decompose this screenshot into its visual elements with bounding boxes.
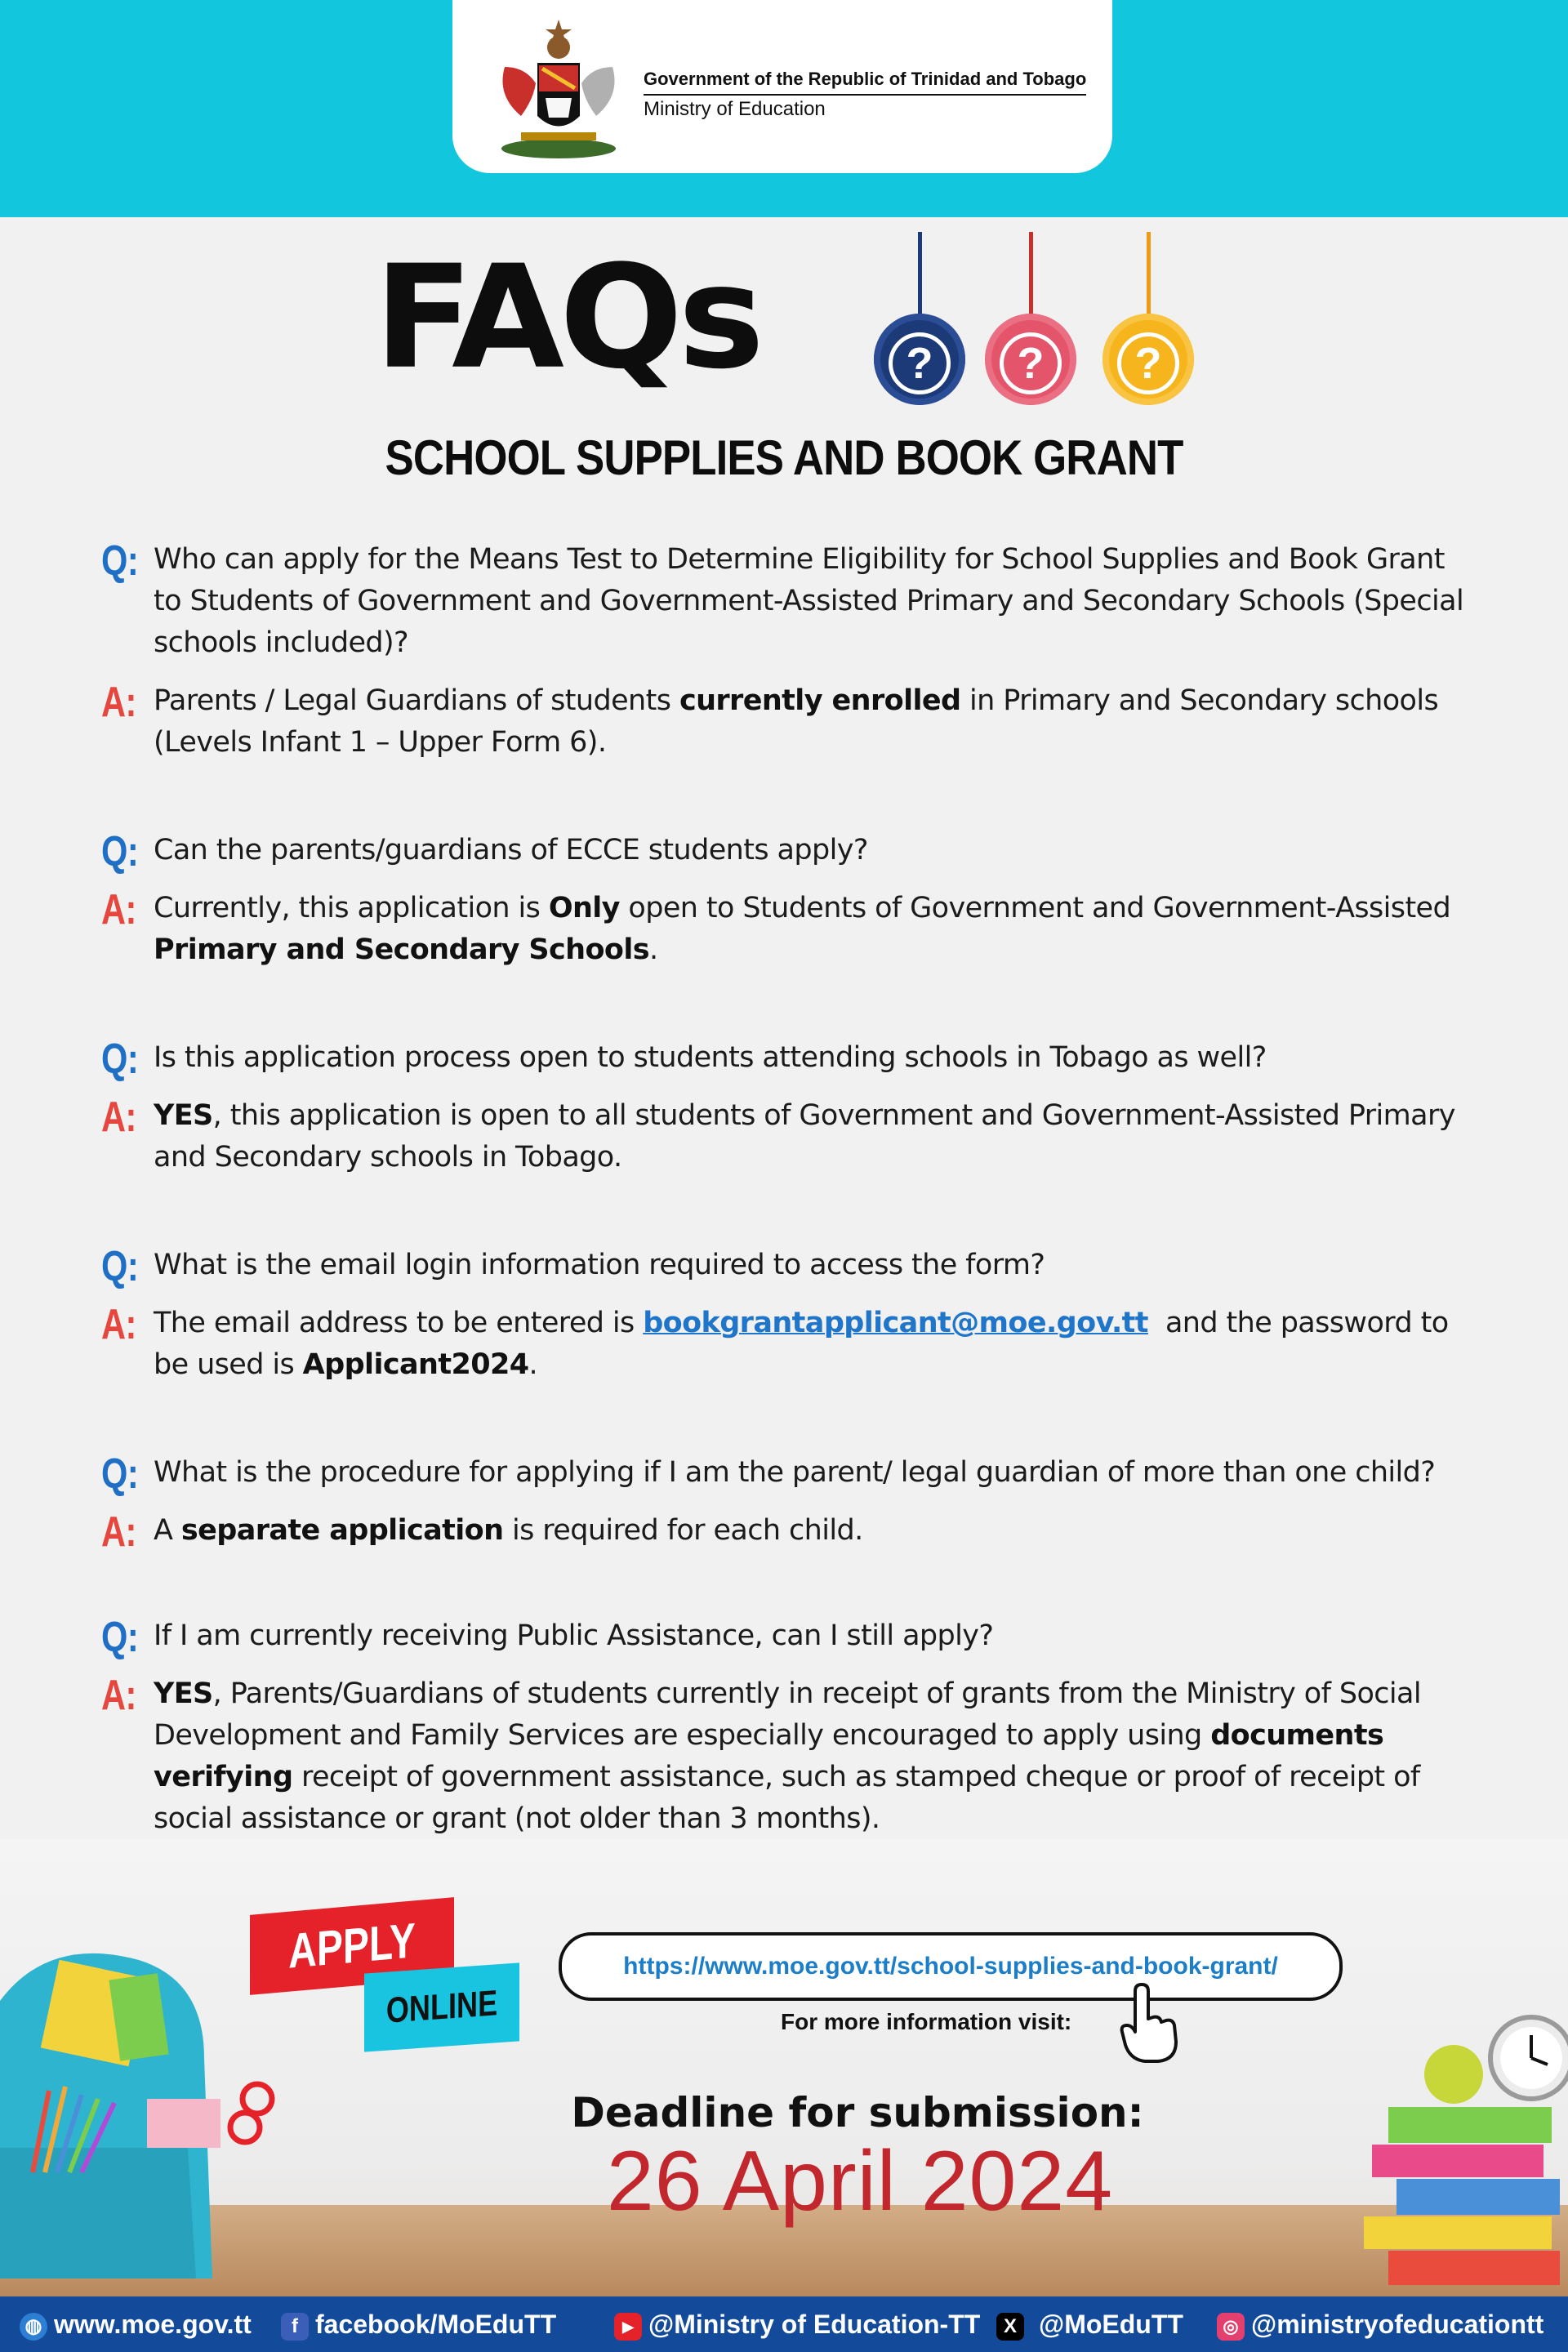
answer-label: A: bbox=[101, 1301, 136, 1348]
faq-question bbox=[101, 1243, 1473, 1290]
faq-question bbox=[101, 539, 1473, 664]
answer-label: A: bbox=[101, 1094, 136, 1141]
faq-item-3 bbox=[101, 1037, 1473, 1195]
answer-bold: YES bbox=[154, 1099, 213, 1132]
instagram-icon: ◎ bbox=[1217, 2313, 1245, 2341]
faq-item-6 bbox=[101, 1615, 1473, 1856]
question-mark-navy: ? bbox=[889, 332, 951, 394]
deadline-date: 26 April 2024 bbox=[606, 2134, 1114, 2229]
faq-answer bbox=[101, 1303, 1473, 1386]
question-mark-pink: ? bbox=[1000, 332, 1062, 394]
answer-text: . bbox=[649, 933, 658, 966]
answer-bold: Only bbox=[548, 892, 620, 924]
faq-item-4 bbox=[101, 1245, 1473, 1402]
answer-label: A: bbox=[101, 1672, 136, 1719]
question-text: Who can apply for the Means Test to Determine Eligibility for School Supplies and Book Grant to Students of Government and Government-Assisted Primary and Secondary Schools (Special schools included)? bbox=[154, 543, 1464, 659]
answer-text: , Parents/Guardians of students currently in receipt of grants from the Ministry of Social Development and Family Services are especially encouraged to apply using bbox=[154, 1677, 1422, 1752]
answer-text: Parents / Legal Guardians of students bbox=[154, 684, 679, 717]
online-banner[interactable] bbox=[364, 1962, 519, 2051]
answer-text: . bbox=[528, 1348, 538, 1381]
answer-text: in Primary and Secondary schools (Levels Infant 1 – Upper Form 6). bbox=[154, 684, 1439, 759]
facebook-text: facebook/MoEduTT bbox=[315, 2310, 557, 2339]
answer-text: receipt of government assistance, such as stamped cheque or proof of receipt of social assistance or grant (not older than 3 months). bbox=[154, 1761, 1420, 1835]
question-text: If I am currently receiving Public Assistance, can I still apply? bbox=[154, 1619, 994, 1652]
password-text: Applicant2024 bbox=[302, 1348, 529, 1381]
question-label: Q: bbox=[101, 537, 139, 585]
page-subtitle: SCHOOL SUPPLIES AND BOOK GRANT bbox=[385, 430, 1183, 485]
faq-question bbox=[101, 1614, 1473, 1661]
question-label: Q: bbox=[101, 1036, 139, 1083]
answer-bold: currently enrolled bbox=[679, 684, 961, 717]
instagram-text: @ministryofeducationtt bbox=[1251, 2310, 1544, 2339]
question-label: Q: bbox=[101, 1614, 139, 1661]
page-title: FAQs bbox=[374, 234, 760, 400]
faq-item-1 bbox=[101, 539, 1473, 780]
answer-text: , this application is open to all students of Government and Government-Assisted Primary and Secondary schools in Tobago. bbox=[154, 1099, 1455, 1174]
government-name: Government of the Republic of Trinidad and Tobago bbox=[644, 69, 1086, 96]
faq-answer bbox=[101, 1095, 1473, 1178]
footer-x[interactable] bbox=[996, 2296, 1183, 2352]
youtube-text: @Ministry of Education-TT bbox=[648, 2310, 981, 2339]
faq-question bbox=[101, 1450, 1473, 1498]
question-mark-yellow: ? bbox=[1117, 332, 1179, 394]
books-clock-apple-illustration bbox=[1356, 1984, 1568, 2287]
question-bulb-navy-icon bbox=[874, 232, 965, 403]
question-text: What is the procedure for applying if I am the parent/ legal guardian of more than one child? bbox=[154, 1456, 1436, 1489]
answer-text: open to Students of Government and Government-Assisted bbox=[619, 892, 1451, 924]
faq-answer bbox=[101, 1508, 1473, 1556]
footer-instagram[interactable] bbox=[1217, 2296, 1544, 2352]
faq-item-2 bbox=[101, 830, 1473, 987]
globe-icon: ◍ bbox=[20, 2313, 47, 2341]
footer-facebook[interactable] bbox=[281, 2296, 556, 2352]
answer-bold: documents verifying bbox=[154, 1719, 1384, 1793]
answer-text: is required for each child. bbox=[503, 1514, 863, 1547]
question-text: What is the email login information required to access the form? bbox=[154, 1249, 1045, 1281]
answer-label: A: bbox=[101, 886, 136, 933]
faq-answer bbox=[101, 888, 1473, 971]
question-text: Can the parents/guardians of ECCE students apply? bbox=[154, 834, 868, 866]
ministry-name: Ministry of Education bbox=[644, 98, 826, 120]
apply-text: APPLY bbox=[288, 1913, 416, 1979]
answer-text: The email address to be entered is bbox=[154, 1307, 644, 1339]
website-text: www.moe.gov.tt bbox=[54, 2310, 252, 2339]
online-text: ONLINE bbox=[385, 1983, 498, 2031]
question-text: Is this application process open to students attending schools in Tobago as well? bbox=[154, 1041, 1267, 1074]
question-bulb-yellow-icon bbox=[1102, 232, 1194, 403]
answer-bold: separate application bbox=[180, 1514, 504, 1547]
faq-question bbox=[101, 1036, 1473, 1083]
answer-label: A: bbox=[101, 1508, 136, 1556]
facebook-icon: f bbox=[281, 2313, 309, 2341]
faq-question bbox=[101, 828, 1473, 875]
question-label: Q: bbox=[101, 1450, 139, 1498]
email-link[interactable]: bookgrantapplicant@moe.gov.tt bbox=[643, 1307, 1148, 1339]
footer-bar bbox=[0, 2296, 1568, 2352]
footer-website[interactable] bbox=[20, 2296, 252, 2352]
x-text: @MoEduTT bbox=[1039, 2310, 1183, 2339]
website-link-box[interactable] bbox=[559, 1932, 1343, 2001]
question-bulb-pink-icon bbox=[985, 232, 1076, 403]
more-info-label: For more information visit: bbox=[781, 2009, 1072, 2034]
pointer-hand-icon bbox=[1117, 1983, 1183, 2065]
answer-text: Currently, this application is bbox=[154, 892, 549, 924]
answer-text: A bbox=[154, 1514, 181, 1547]
question-label: Q: bbox=[101, 1243, 139, 1290]
answer-label: A: bbox=[101, 679, 136, 726]
answer-text: and the password to be used is bbox=[154, 1307, 1458, 1381]
youtube-icon: ▶ bbox=[614, 2313, 642, 2341]
footer-youtube[interactable] bbox=[614, 2296, 980, 2352]
deadline-label: Deadline for submission: bbox=[571, 2089, 1144, 2136]
faq-answer bbox=[101, 1673, 1473, 1840]
coat-of-arms-logo bbox=[488, 18, 629, 162]
header-logo-card bbox=[452, 0, 1112, 173]
answer-bold: YES bbox=[154, 1677, 213, 1710]
question-label: Q: bbox=[101, 828, 139, 875]
answer-bold: Primary and Secondary Schools bbox=[154, 933, 650, 966]
faq-answer bbox=[101, 680, 1473, 764]
faq-item-5 bbox=[101, 1452, 1473, 1568]
x-icon: X bbox=[996, 2313, 1024, 2341]
website-url[interactable]: https://www.moe.gov.tt/school-supplies-and-book-grant/ bbox=[623, 1953, 1278, 1980]
